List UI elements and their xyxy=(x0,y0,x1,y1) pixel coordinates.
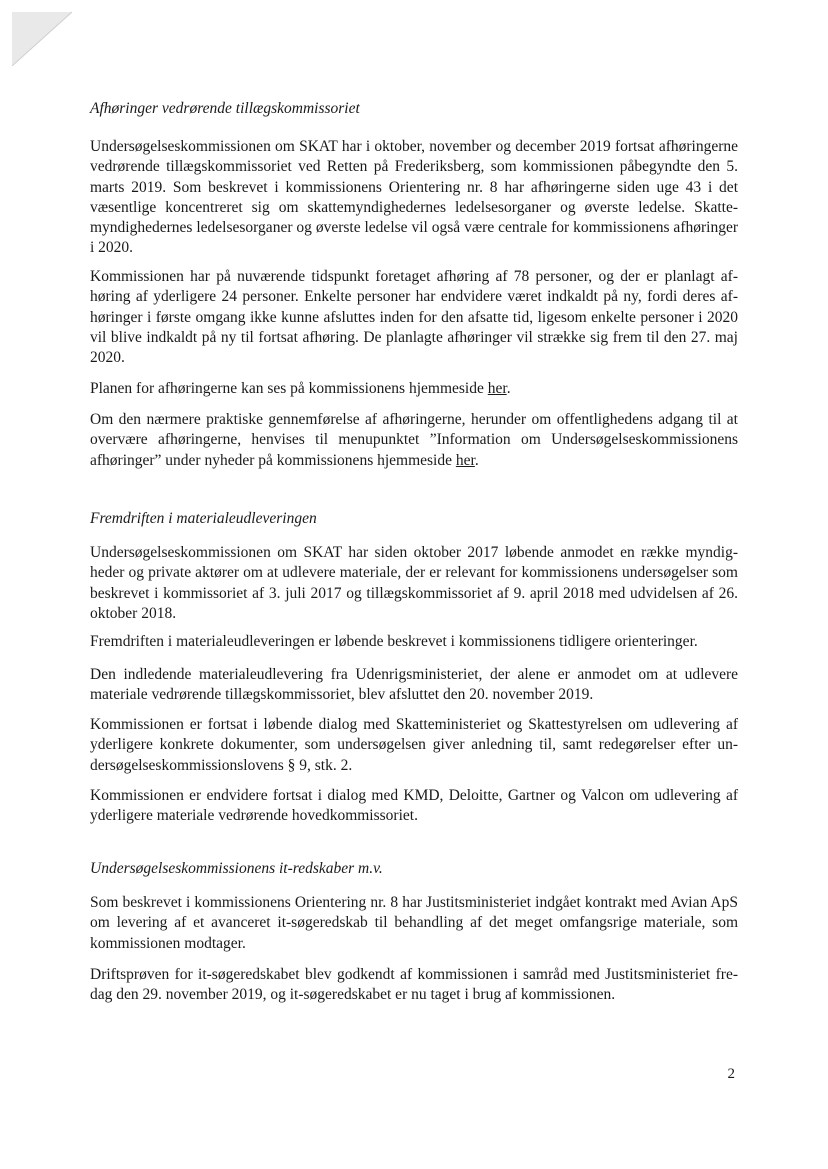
paragraph-materials-5: Kommissionen er endvidere fortsat i dialog med KMD, Deloitte, Gartner og Valcon om udlevering af yderligere materiale vedrørende hovedkommissoriet. xyxy=(90,787,738,825)
plan-link[interactable]: her xyxy=(487,380,507,397)
paragraph-materials-4: Kommissionen er fortsat i løbende dialog med Skatteministeriet og Skattestyrelsen om udlevering af yderligere konkrete dokumenter, som undersøgelsen giver anledning til, samt redegørelser efter undersøgelseskommissionslovens § 9, stk. 2. xyxy=(90,716,738,774)
paragraph-materials-1: Undersøgelseskommissionen om SKAT har siden oktober 2017 løbende anmodet en række myndigheder og private aktører om at udlevere materiale, der er relevant for kommissionens undersøgelser som beskrevet i kommissoriet af 3. juli 2017 og tillægskommissoriet af 9. april 2018 med udvidelsen af 26. oktober 2018. xyxy=(90,544,738,622)
section-heading-it-tools: Undersøgelseskommissionens it-redskaber m.v. xyxy=(90,860,383,877)
paragraph-hearings-2: Kommissionen har på nuværende tidspunkt foretaget afhøring af 78 personer, og der er planlagt afhøring af yderligere 24 personer. Enkelte personer har endvidere været indkaldt på ny, fordi deres afhøringer i første omgang ikke kunne afsluttes inden for den afsatte tid, ligesom enkelte personer i 2020 vil blive indkaldt på ny til fortsat afhøring. De planlagte afhøringer vil strække sig frem til den 27. maj 2020. xyxy=(90,268,738,367)
plan-text: Planen for afhøringerne kan ses på kommissionens hjemmeside xyxy=(90,380,488,397)
plan-end: . xyxy=(506,380,511,397)
section-heading-materials: Fremdriften i materialeudleveringen xyxy=(90,510,317,527)
paragraph-hearings-1: Undersøgelseskommissionen om SKAT har i oktober, november og december 2019 fortsat afhøringerne vedrørende tillægskommissoriet ved Retten på Frederiksberg, som kommissionen påbegyndte den 5. marts 2019. Som beskrevet i kommissionens Orientering nr. 8 har afhøringerne siden uge 43 i det væsentlige koncentreret sig om skattemyndighedernes ledelsesorganer og øverste ledelse. Skattemyndighedernes ledelsesorganer og øverste ledelse vil også være centrale for kommissionens afhøringer i 2020. xyxy=(90,138,738,257)
paragraph-materials-3: Den indledende materialeudlevering fra Udenrigsministeriet, der alene er anmodet om at udlevere materiale vedrørende tillægskommissoriet, blev afsluttet den 20. november 2019. xyxy=(90,666,738,704)
info-text: Om den nærmere praktiske gennemførelse af afhøringerne, herunder om offentlighedens adgang til at overvære afhøringerne, henvises til menupunktet ”Information om Undersøgelseskommissionens afhøringer” under nyheder på kommissionens hjemmeside xyxy=(90,411,738,469)
paragraph-it-1: Som beskrevet i kommissionens Orientering nr. 8 har Justitsministeriet indgået kontrakt med Avian ApS om levering af et avanceret it-søgeredskab til behandling af det meget omfangsrige materiale, som kommissionen modtager. xyxy=(90,894,738,952)
page-corner-fold xyxy=(0,0,76,66)
paragraph-hearings-plan xyxy=(90,379,738,399)
info-end: . xyxy=(474,451,479,469)
section-heading-hearings: Afhøringer vedrørende tillægskommissoriet xyxy=(90,100,360,117)
page-number: 2 xyxy=(727,1066,735,1082)
paragraph-it-2: Driftsprøven for it-søgeredskabet blev godkendt af kommissionen i samråd med Justitsministeriet fredag den 29. november 2019, og it-søgeredskabet er nu taget i brug af kommissionen. xyxy=(90,966,738,1004)
info-link[interactable]: her xyxy=(455,451,475,469)
paragraph-materials-2: Fremdriften i materialeudleveringen er løbende beskrevet i kommissionens tidligere orienteringer. xyxy=(90,633,698,650)
paragraph-hearings-info xyxy=(90,410,738,471)
